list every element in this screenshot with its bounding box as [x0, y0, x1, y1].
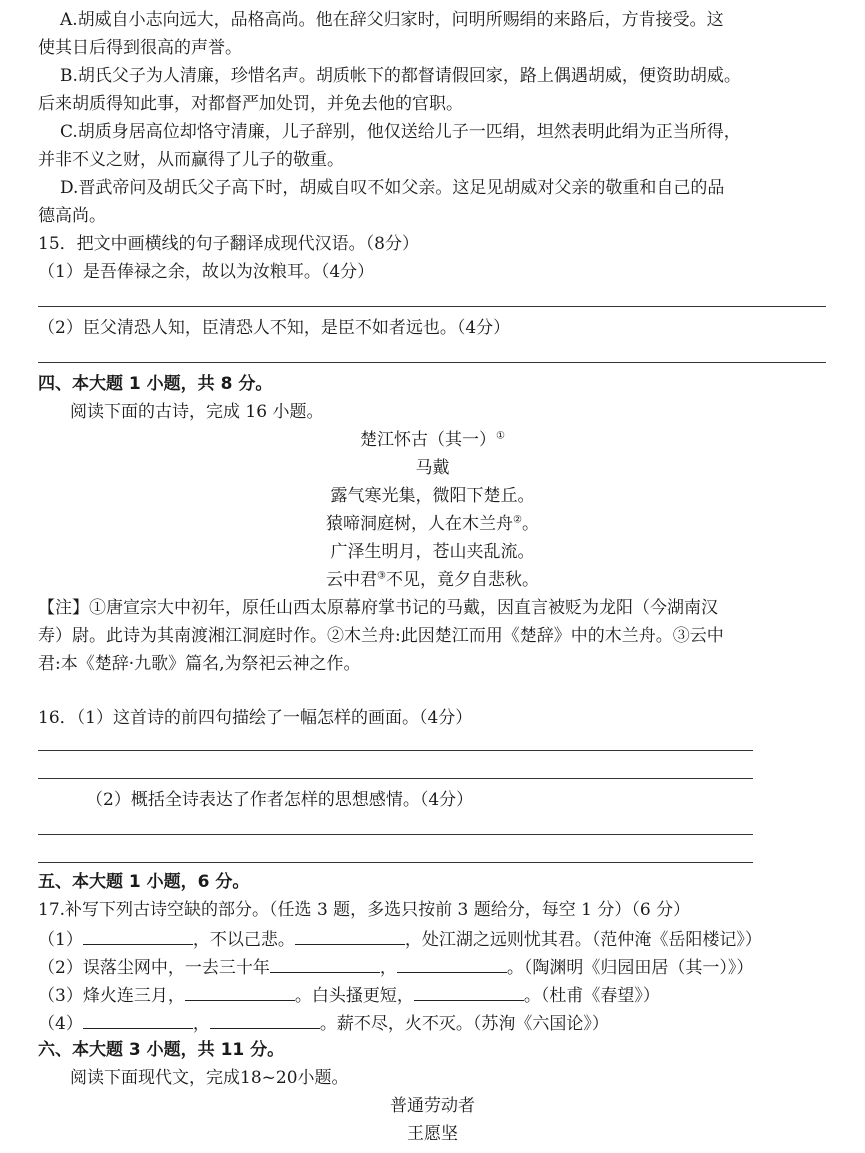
q17-row-1-blank-1[interactable]	[83, 928, 193, 945]
q15-answer-line-1[interactable]	[38, 306, 826, 307]
q16-answer-line-1[interactable]	[38, 750, 753, 751]
q17-row-2-blank-2[interactable]	[397, 956, 507, 973]
q17-row-2-text-1: （2）误落尘网中，一去三十年	[38, 958, 270, 978]
q16-answer-line-2[interactable]	[38, 778, 753, 779]
poem-line-2-footnote-mark: ②	[513, 514, 522, 526]
q17-row-4-blank-1[interactable]	[83, 1012, 193, 1029]
q16-answer-line-4[interactable]	[38, 862, 753, 863]
poem-title-footnote-mark: ①	[496, 430, 505, 442]
q17-row-2	[38, 956, 753, 978]
poem-line-2-end: 。	[521, 514, 539, 534]
q15-sub1: （1）是吾俸禄之余，故以为汝粮耳。（4分）	[38, 262, 375, 282]
q17-row-3-blank-2[interactable]	[414, 984, 524, 1001]
q17-row-4	[38, 1012, 609, 1034]
poem-line-2-text: 猿啼洞庭树，人在木兰舟	[326, 514, 514, 534]
poem-line-4-footnote-mark: ③	[377, 570, 386, 582]
option-d-line2: 德高尚。	[38, 206, 106, 226]
poem-author: 马戴	[415, 458, 450, 478]
q17-row-3	[38, 984, 660, 1006]
article-title: 普通劳动者	[390, 1096, 475, 1116]
q17-row-3-text-2: 。白头搔更短，	[294, 986, 414, 1006]
q17-row-4-number: （4）	[38, 1014, 83, 1034]
option-a-line2: 使其日后得到很高的声誉。	[38, 38, 242, 58]
section6-heading: 六、本大题 3 小题，共 11 分。	[38, 1040, 285, 1060]
poem-title	[0, 430, 865, 450]
q16-sub2: （2）概括全诗表达了作者怎样的思想感情。（4分）	[86, 790, 474, 810]
option-a-line1: A.胡威自小志向远大，品格高尚。他在辞父归家时，问明所赐绢的来路后，方肯接受。这	[60, 10, 724, 30]
section4-heading: 四、本大题 1 小题，共 8 分。	[38, 374, 273, 394]
q17-row-4-comma: ，	[192, 1014, 210, 1034]
q17-row-1	[38, 928, 762, 950]
q17-row-4-blank-2[interactable]	[210, 1012, 320, 1029]
q17-row-2-comma: ，	[379, 958, 397, 978]
q17-row-1-number: （1）	[38, 930, 83, 950]
q17-row-4-text: 。薪不尽，火不灭。（苏洵《六国论》）	[319, 1014, 609, 1034]
poem-note-line-3: 君:本《楚辞·九歌》篇名,为祭祀云神之作。	[38, 654, 361, 674]
section4-intro: 阅读下面的古诗，完成 16 小题。	[70, 402, 324, 422]
poem-line-4	[0, 570, 865, 590]
q17-row-3-text-3: 。（杜甫《春望》）	[523, 986, 660, 1006]
poem-note-line-1: 【注】①唐宣宗大中初年，原任山西太原幕府掌书记的马戴，因直言被贬为龙阳（今湖南汉	[38, 598, 718, 618]
article-author: 王愿坚	[407, 1124, 458, 1144]
q17-row-2-blank-1[interactable]	[270, 956, 380, 973]
section6-intro: 阅读下面现代文，完成18~20小题。	[70, 1068, 349, 1088]
q15-sub2: （2）臣父清恐人知，臣清恐人不知，是臣不如者远也。（4分）	[38, 318, 511, 338]
q17-row-1-text-2: ，处江湖之远则忧其君。（范仲淹《岳阳楼记》）	[404, 930, 762, 950]
option-c-line1: C.胡质身居高位却恪守清廉，儿子辞别，他仅送给儿子一匹绢，坦然表明此绢为正当所得，	[60, 122, 741, 142]
poem-title-text: 楚江怀古（其一）	[360, 430, 497, 450]
poem-line-1: 露气寒光集，微阳下楚丘。	[330, 486, 535, 506]
option-d-line1: D.晋武帝问及胡氏父子高下时，胡威自叹不如父亲。这足见胡威对父亲的敬重和自己的品	[60, 178, 725, 198]
option-b-line2: 后来胡质得知此事，对都督严加处罚，并免去他的官职。	[38, 94, 463, 114]
q16-sub1: 16．（1）这首诗的前四句描绘了一幅怎样的画面。（4分）	[38, 708, 473, 728]
section5-heading: 五、本大题 1 小题，6 分。	[38, 872, 250, 892]
poem-line-3: 广泽生明月，苍山夹乱流。	[330, 542, 535, 562]
option-c-line2: 并非不义之财，从而赢得了儿子的敬重。	[38, 150, 344, 170]
poem-line-4-start: 云中君	[326, 570, 378, 590]
poem-note-line-2: 寿）尉。此诗为其南渡湘江洞庭时作。②木兰舟:此因楚江而用《楚辞》中的木兰舟。③云中	[38, 626, 724, 646]
poem-line-2	[0, 514, 865, 534]
q15-stem: 15．把文中画横线的句子翻译成现代汉语。（8分）	[38, 234, 419, 254]
q17-row-2-text-2: 。（陶渊明《归园田居（其一）》）	[506, 958, 754, 978]
q17-row-3-blank-1[interactable]	[185, 984, 295, 1001]
q17-row-1-text-1: ，不以己悲。	[192, 930, 295, 950]
q17-row-1-blank-2[interactable]	[295, 928, 405, 945]
q16-answer-line-3[interactable]	[38, 834, 753, 835]
q15-answer-line-2[interactable]	[38, 362, 826, 363]
q17-stem: 17.补写下列古诗空缺的部分。（任选 3 题，多选只按前 3 题给分，每空 1 分）（6 分）	[38, 900, 691, 920]
option-b-line1: B.胡氏父子为人清廉，珍惜名声。胡质帐下的都督请假回家，路上偶遇胡威，便资助胡威。	[60, 66, 741, 86]
q17-row-3-text-1: （3）烽火连三月，	[38, 986, 185, 1006]
poem-line-4-end: 不见，竟夕自悲秋。	[385, 570, 539, 590]
